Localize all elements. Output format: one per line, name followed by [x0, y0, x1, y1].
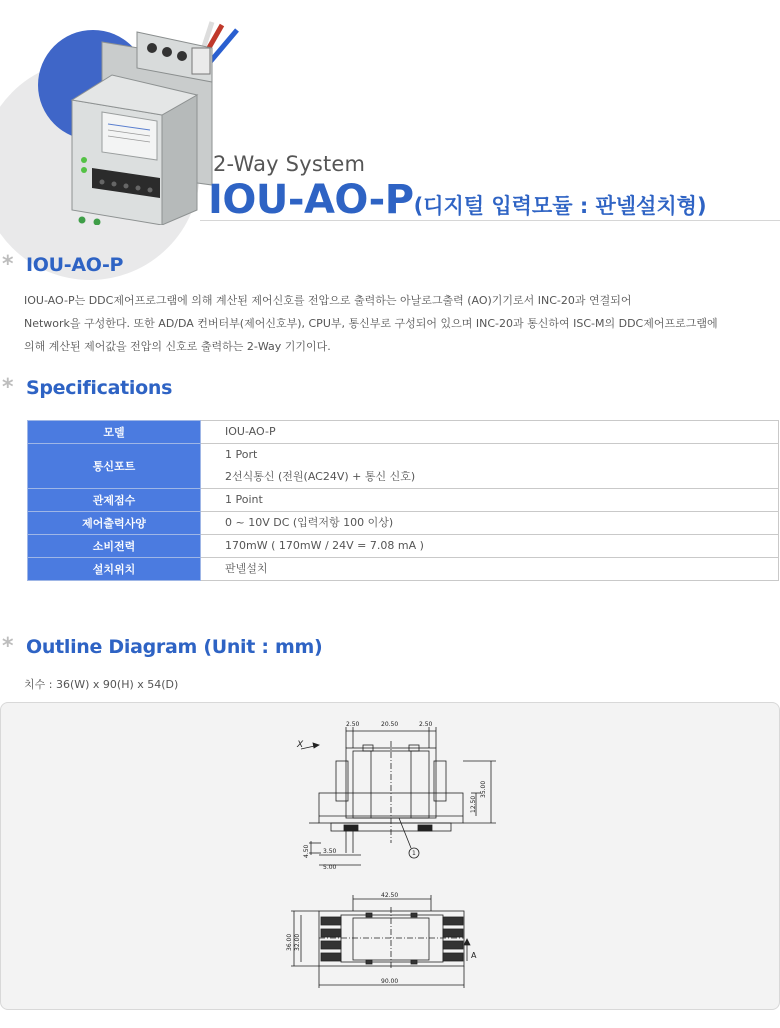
spec-value-line: 170mW ( 170mW / 24V = 7.08 mA )	[225, 539, 424, 552]
spec-value-line: 0 ~ 10V DC (입력저항 100 이상)	[225, 516, 394, 529]
section-title: Specifications	[26, 377, 173, 399]
section-heading-intro	[2, 254, 123, 276]
star-icon: *	[2, 252, 14, 277]
table-row	[28, 489, 779, 512]
dim-label: 35.00	[480, 780, 487, 798]
star-icon: *	[2, 375, 14, 400]
page-title-model: IOU-AO-P	[208, 177, 414, 223]
section-heading-outline	[2, 636, 322, 658]
table-row	[28, 444, 779, 489]
table-row	[28, 535, 779, 558]
spec-label: 모델	[28, 421, 201, 444]
dim-label: 4.50	[303, 844, 310, 858]
section-title: IOU-AO-P	[26, 254, 124, 276]
section-title: Outline Diagram (Unit : mm)	[26, 636, 323, 658]
description-line: IOU-AO-P는 DDC제어프로그램에 의해 계산된 제어신호를 전압으로 출력하는 아날로그출력 (AO)기기로서 INC-20과 연결되어	[24, 294, 632, 307]
spec-label: 관제점수	[28, 489, 201, 512]
table-row	[28, 512, 779, 535]
outline-drawing	[1, 703, 780, 1011]
spec-table	[27, 420, 779, 581]
spec-value	[201, 512, 779, 535]
dim-label: 2.50	[419, 721, 433, 728]
product-description	[24, 289, 764, 358]
description-line: Network을 구성한다. 또한 AD/DA 컨버터부(제어신호부), CPU부, 통신부로 구성되어 있으며 INC-20과 통신하여 ISC-M의 DDC제어프로그램에	[24, 317, 718, 330]
dim-label: 3.50	[323, 848, 337, 855]
spec-value-line: 판넬설치	[225, 562, 268, 575]
dimensions-text: 치수 : 36(W) x 90(H) x 54(D)	[24, 678, 179, 691]
spec-label: 설치위치	[28, 558, 201, 581]
description-line: 의해 계산된 제어값을 전압의 신호로 출력하는 2-Way 기기이다.	[24, 340, 331, 353]
section-heading-specifications	[2, 377, 172, 399]
view-label: X	[297, 740, 304, 750]
spec-label: 소비전력	[28, 535, 201, 558]
dim-label: 20.50	[381, 721, 399, 728]
spec-label: 제어출력사양	[28, 512, 201, 535]
spec-value-line: 1 Port	[225, 448, 258, 461]
table-row	[28, 558, 779, 581]
dim-label: 2.50	[346, 721, 360, 728]
spec-value-line: IOU-AO-P	[225, 425, 276, 438]
outline-diagram	[0, 702, 780, 1010]
spec-value	[201, 558, 779, 581]
view-label: A	[471, 951, 477, 960]
spec-value	[201, 489, 779, 512]
spec-value	[201, 421, 779, 444]
spec-value	[201, 535, 779, 558]
dim-label: 90.00	[381, 978, 399, 985]
table-row	[28, 421, 779, 444]
callout-label: 1	[412, 850, 416, 857]
page-title-description: (디지털 입력모듈 : 판넬설치형)	[413, 194, 707, 218]
dim-label: 32.00	[294, 933, 301, 951]
dim-label: 36.00	[286, 933, 293, 951]
dim-label: 12.50	[470, 795, 477, 813]
dim-label: 5.00	[323, 864, 337, 871]
spec-value	[201, 444, 779, 489]
spec-value-line: 2선식통신 (전원(AC24V) + 통신 신호)	[225, 470, 416, 483]
hero-subtitle: 2-Way System	[213, 152, 366, 176]
star-icon: *	[2, 634, 14, 659]
dim-label: 42.50	[381, 892, 399, 899]
page-title	[208, 178, 707, 228]
hero-banner	[0, 0, 780, 222]
spec-label: 통신포트	[28, 444, 201, 489]
spec-value-line: 1 Point	[225, 493, 263, 506]
